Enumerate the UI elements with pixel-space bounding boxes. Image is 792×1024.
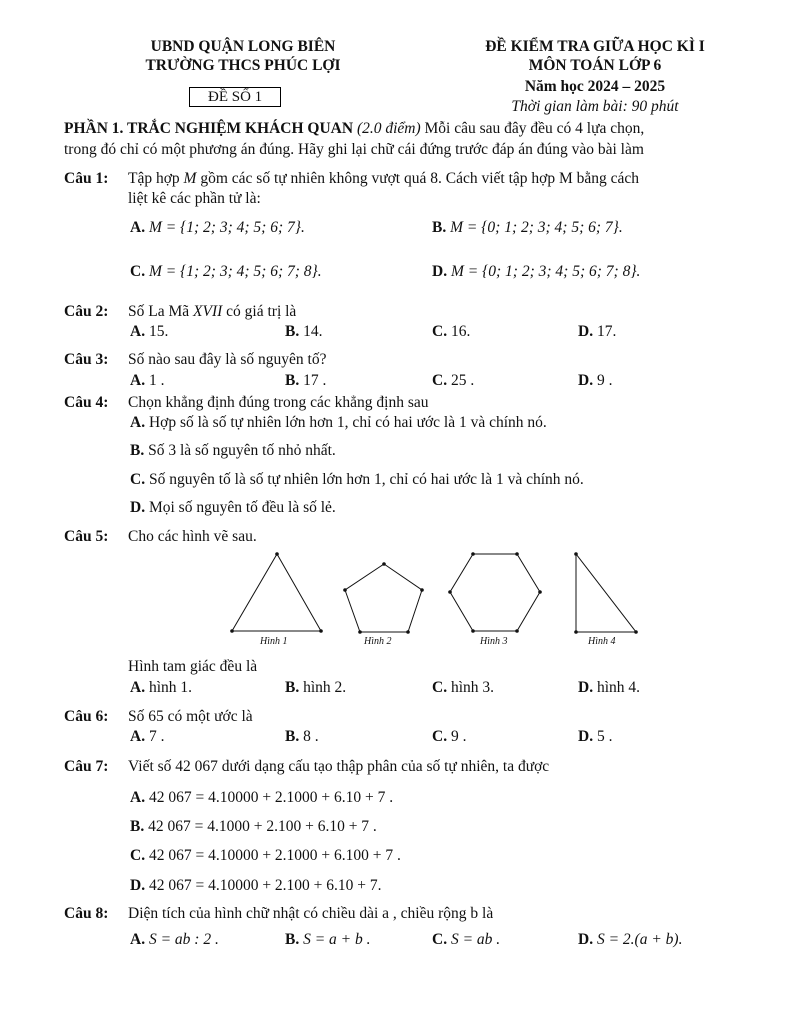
option-key: D. bbox=[578, 323, 594, 340]
q3-option-c[interactable] bbox=[432, 372, 474, 390]
section-intro-a: Mỗi câu sau đây đều có 4 lựa chọn, bbox=[424, 120, 645, 137]
option-text: Số 3 là số nguyên tố nhỏ nhất. bbox=[148, 442, 336, 459]
option-text: 16. bbox=[450, 323, 471, 340]
option-key: C. bbox=[432, 931, 448, 948]
q2-option-a[interactable] bbox=[130, 323, 168, 341]
q2-option-b[interactable] bbox=[285, 323, 322, 341]
option-key: B. bbox=[432, 219, 447, 236]
option-text: 9 . bbox=[450, 728, 467, 745]
option-text: 14. bbox=[303, 323, 323, 340]
option-text: 42 067 = 4.1000 + 2.100 + 6.10 + 7 . bbox=[148, 818, 377, 835]
q5-option-c[interactable] bbox=[432, 679, 494, 697]
q4-option-a[interactable] bbox=[130, 414, 547, 432]
option-key: A. bbox=[130, 931, 146, 948]
figure-4-right-triangle bbox=[576, 554, 636, 632]
q5-figures bbox=[0, 545, 792, 655]
option-key: A. bbox=[130, 728, 146, 745]
option-text: 42 067 = 4.10000 + 2.1000 + 6.10 + 7 . bbox=[148, 789, 394, 806]
q7-option-d[interactable] bbox=[130, 877, 382, 895]
option-text: M = {0; 1; 2; 3; 4; 5; 6; 7}. bbox=[450, 219, 623, 236]
figure-caption-2: Hình 2 bbox=[364, 636, 392, 647]
section-intro-b: trong đó chỉ có một phương án đúng. Hãy ghi lại chữ cái đứng trước đáp án đúng vào bài làm bbox=[64, 141, 644, 158]
option-key: B. bbox=[285, 323, 300, 340]
school-name: TRƯỜNG THCS PHÚC LỢI bbox=[145, 57, 341, 74]
q3-option-a[interactable] bbox=[130, 372, 164, 390]
q1-option-d[interactable] bbox=[432, 263, 640, 281]
exam-title: ĐỀ KIỂM TRA GIỮA HỌC KÌ I bbox=[485, 38, 705, 55]
option-key: A. bbox=[130, 789, 146, 806]
q1-text bbox=[128, 170, 639, 188]
q7-text: Viết số 42 067 dưới dạng cấu tạo thập phân của số tự nhiên, ta được bbox=[128, 758, 550, 775]
q7-label: Câu 7: bbox=[64, 758, 109, 775]
q7-option-a[interactable] bbox=[130, 789, 393, 807]
option-key: B. bbox=[285, 728, 300, 745]
q6-option-d[interactable] bbox=[578, 728, 612, 746]
option-text: hình 4. bbox=[596, 679, 641, 696]
q4-label: Câu 4: bbox=[64, 394, 109, 411]
option-key: A. bbox=[130, 219, 146, 236]
option-key: C. bbox=[432, 728, 448, 745]
q2-option-c[interactable] bbox=[432, 323, 470, 341]
q6-label: Câu 6: bbox=[64, 708, 109, 725]
option-text: Số nguyên tố là số tự nhiên lớn hơn 1, chỉ có hai ước là 1 và chính nó. bbox=[148, 471, 584, 488]
q2-text bbox=[128, 303, 296, 321]
q8-option-b[interactable] bbox=[285, 931, 371, 949]
option-text: 42 067 = 4.10000 + 2.1000 + 6.100 + 7 . bbox=[148, 847, 401, 864]
exam-code-badge: ĐỀ SỐ 1 bbox=[189, 87, 281, 107]
q5-option-d[interactable] bbox=[578, 679, 640, 697]
q1-option-a[interactable] bbox=[130, 219, 305, 237]
figure-3-hexagon bbox=[450, 554, 540, 631]
option-text: 17. bbox=[596, 323, 617, 340]
q7-option-b[interactable] bbox=[130, 818, 377, 836]
option-text: Hợp số là số tự nhiên lớn hơn 1, chỉ có hai ước là 1 và chính nó. bbox=[148, 414, 547, 431]
option-key: B. bbox=[285, 679, 300, 696]
section-title: PHẦN 1. TRẮC NGHIỆM KHÁCH QUAN bbox=[64, 120, 354, 137]
option-text: 25 . bbox=[450, 372, 475, 389]
q5-option-b[interactable] bbox=[285, 679, 346, 697]
q1-option-b[interactable] bbox=[432, 219, 623, 237]
school-year: Năm học 2024 – 2025 bbox=[524, 78, 666, 95]
q8-option-c[interactable] bbox=[432, 931, 500, 949]
option-key: C. bbox=[432, 372, 448, 389]
q2-label: Câu 2: bbox=[64, 303, 109, 320]
q4-option-b[interactable] bbox=[130, 442, 336, 460]
option-key: C. bbox=[432, 679, 448, 696]
q5-text: Cho các hình vẽ sau. bbox=[128, 528, 257, 545]
option-text: S = ab . bbox=[450, 931, 501, 948]
option-key: C. bbox=[432, 323, 448, 340]
option-key: B. bbox=[285, 372, 300, 389]
section-heading bbox=[64, 120, 644, 138]
option-text: M = {1; 2; 3; 4; 5; 6; 7}. bbox=[148, 219, 305, 236]
subject-title: MÔN TOÁN LỚP 6 bbox=[528, 57, 662, 74]
q5-question: Hình tam giác đều là bbox=[128, 658, 258, 675]
q1-label: Câu 1: bbox=[64, 170, 109, 187]
q8-option-a[interactable] bbox=[130, 931, 219, 949]
option-text: 17 . bbox=[303, 372, 327, 389]
q6-option-c[interactable] bbox=[432, 728, 466, 746]
figure-1-equilateral-triangle bbox=[232, 554, 321, 631]
figure-caption-1: Hình 1 bbox=[260, 636, 288, 647]
option-key: C. bbox=[130, 263, 146, 280]
option-key: D. bbox=[578, 679, 594, 696]
q8-label: Câu 8: bbox=[64, 905, 109, 922]
option-text: 1 . bbox=[148, 372, 165, 389]
option-key: D. bbox=[130, 499, 146, 516]
option-text: 42 067 = 4.10000 + 2.100 + 6.10 + 7. bbox=[148, 877, 382, 894]
option-key: D. bbox=[578, 728, 594, 745]
figure-2-pentagon bbox=[345, 564, 422, 632]
option-text: 8 . bbox=[303, 728, 319, 745]
q8-text: Diện tích của hình chữ nhật có chiều dài a , chiều rộng b là bbox=[128, 905, 494, 922]
q3-label: Câu 3: bbox=[64, 351, 109, 368]
option-key: B. bbox=[130, 818, 145, 835]
option-text: M = {0; 1; 2; 3; 4; 5; 6; 7; 8}. bbox=[450, 263, 641, 280]
option-text: hình 3. bbox=[450, 679, 495, 696]
q4-option-d[interactable] bbox=[130, 499, 336, 517]
q6-text: Số 65 có một ước là bbox=[128, 708, 253, 725]
section-points: (2.0 điểm) bbox=[356, 120, 421, 137]
q5-label: Câu 5: bbox=[64, 528, 109, 545]
option-key: D. bbox=[578, 931, 594, 948]
exam-duration: Thời gian làm bài: 90 phút bbox=[511, 98, 679, 115]
q1-option-c[interactable] bbox=[130, 263, 322, 281]
q3-text: Số nào sau đây là số nguyên tố? bbox=[128, 351, 327, 368]
option-text: 5 . bbox=[596, 728, 613, 745]
option-text: hình 2. bbox=[303, 679, 347, 696]
q6-option-b[interactable] bbox=[285, 728, 319, 746]
option-text: Mọi số nguyên tố đều là số lẻ. bbox=[148, 499, 336, 516]
option-key: C. bbox=[130, 471, 146, 488]
q7-option-c[interactable] bbox=[130, 847, 401, 865]
q1-var: M bbox=[183, 170, 197, 187]
option-key: B. bbox=[285, 931, 300, 948]
option-key: A. bbox=[130, 679, 146, 696]
q2-text-b: có giá trị là bbox=[226, 303, 297, 320]
option-key: A. bbox=[130, 372, 146, 389]
figure-caption-4: Hình 4 bbox=[588, 636, 616, 647]
q6-option-a[interactable] bbox=[130, 728, 164, 746]
option-key: D. bbox=[578, 372, 594, 389]
q1-text-a: Tập hợp bbox=[128, 170, 180, 187]
q4-option-c[interactable] bbox=[130, 471, 584, 489]
q1-text-b: gồm các số tự nhiên không vượt quá 8. Cách viết tập hợp M bằng cách bbox=[200, 170, 640, 187]
q2-text-a: Số La Mã bbox=[128, 303, 190, 320]
q2-option-d[interactable] bbox=[578, 323, 616, 341]
option-text: 9 . bbox=[596, 372, 613, 389]
figure-caption-3: Hình 3 bbox=[480, 636, 508, 647]
option-text: hình 1. bbox=[148, 679, 193, 696]
option-key: D. bbox=[130, 877, 146, 894]
q5-option-a[interactable] bbox=[130, 679, 192, 697]
q8-option-d[interactable] bbox=[578, 931, 682, 949]
option-key: A. bbox=[130, 323, 146, 340]
q3-option-b[interactable] bbox=[285, 372, 326, 390]
school-district: UBND QUẬN LONG BIÊN bbox=[150, 38, 336, 55]
q3-option-d[interactable] bbox=[578, 372, 612, 390]
option-text: M = {1; 2; 3; 4; 5; 6; 7; 8}. bbox=[148, 263, 322, 280]
option-key: C. bbox=[130, 847, 146, 864]
q4-text: Chọn khẳng định đúng trong các khẳng định sau bbox=[128, 394, 429, 411]
option-text: 7 . bbox=[148, 728, 165, 745]
option-key: A. bbox=[130, 414, 146, 431]
option-text: S = a + b . bbox=[303, 931, 371, 948]
q1-text-c: liệt kê các phần tử là: bbox=[128, 190, 261, 207]
q2-var: XVII bbox=[193, 303, 223, 320]
option-text: S = 2.(a + b). bbox=[596, 931, 683, 948]
option-key: B. bbox=[130, 442, 145, 459]
option-text: S = ab : 2 . bbox=[148, 931, 219, 948]
option-text: 15. bbox=[148, 323, 169, 340]
option-key: D. bbox=[432, 263, 448, 280]
